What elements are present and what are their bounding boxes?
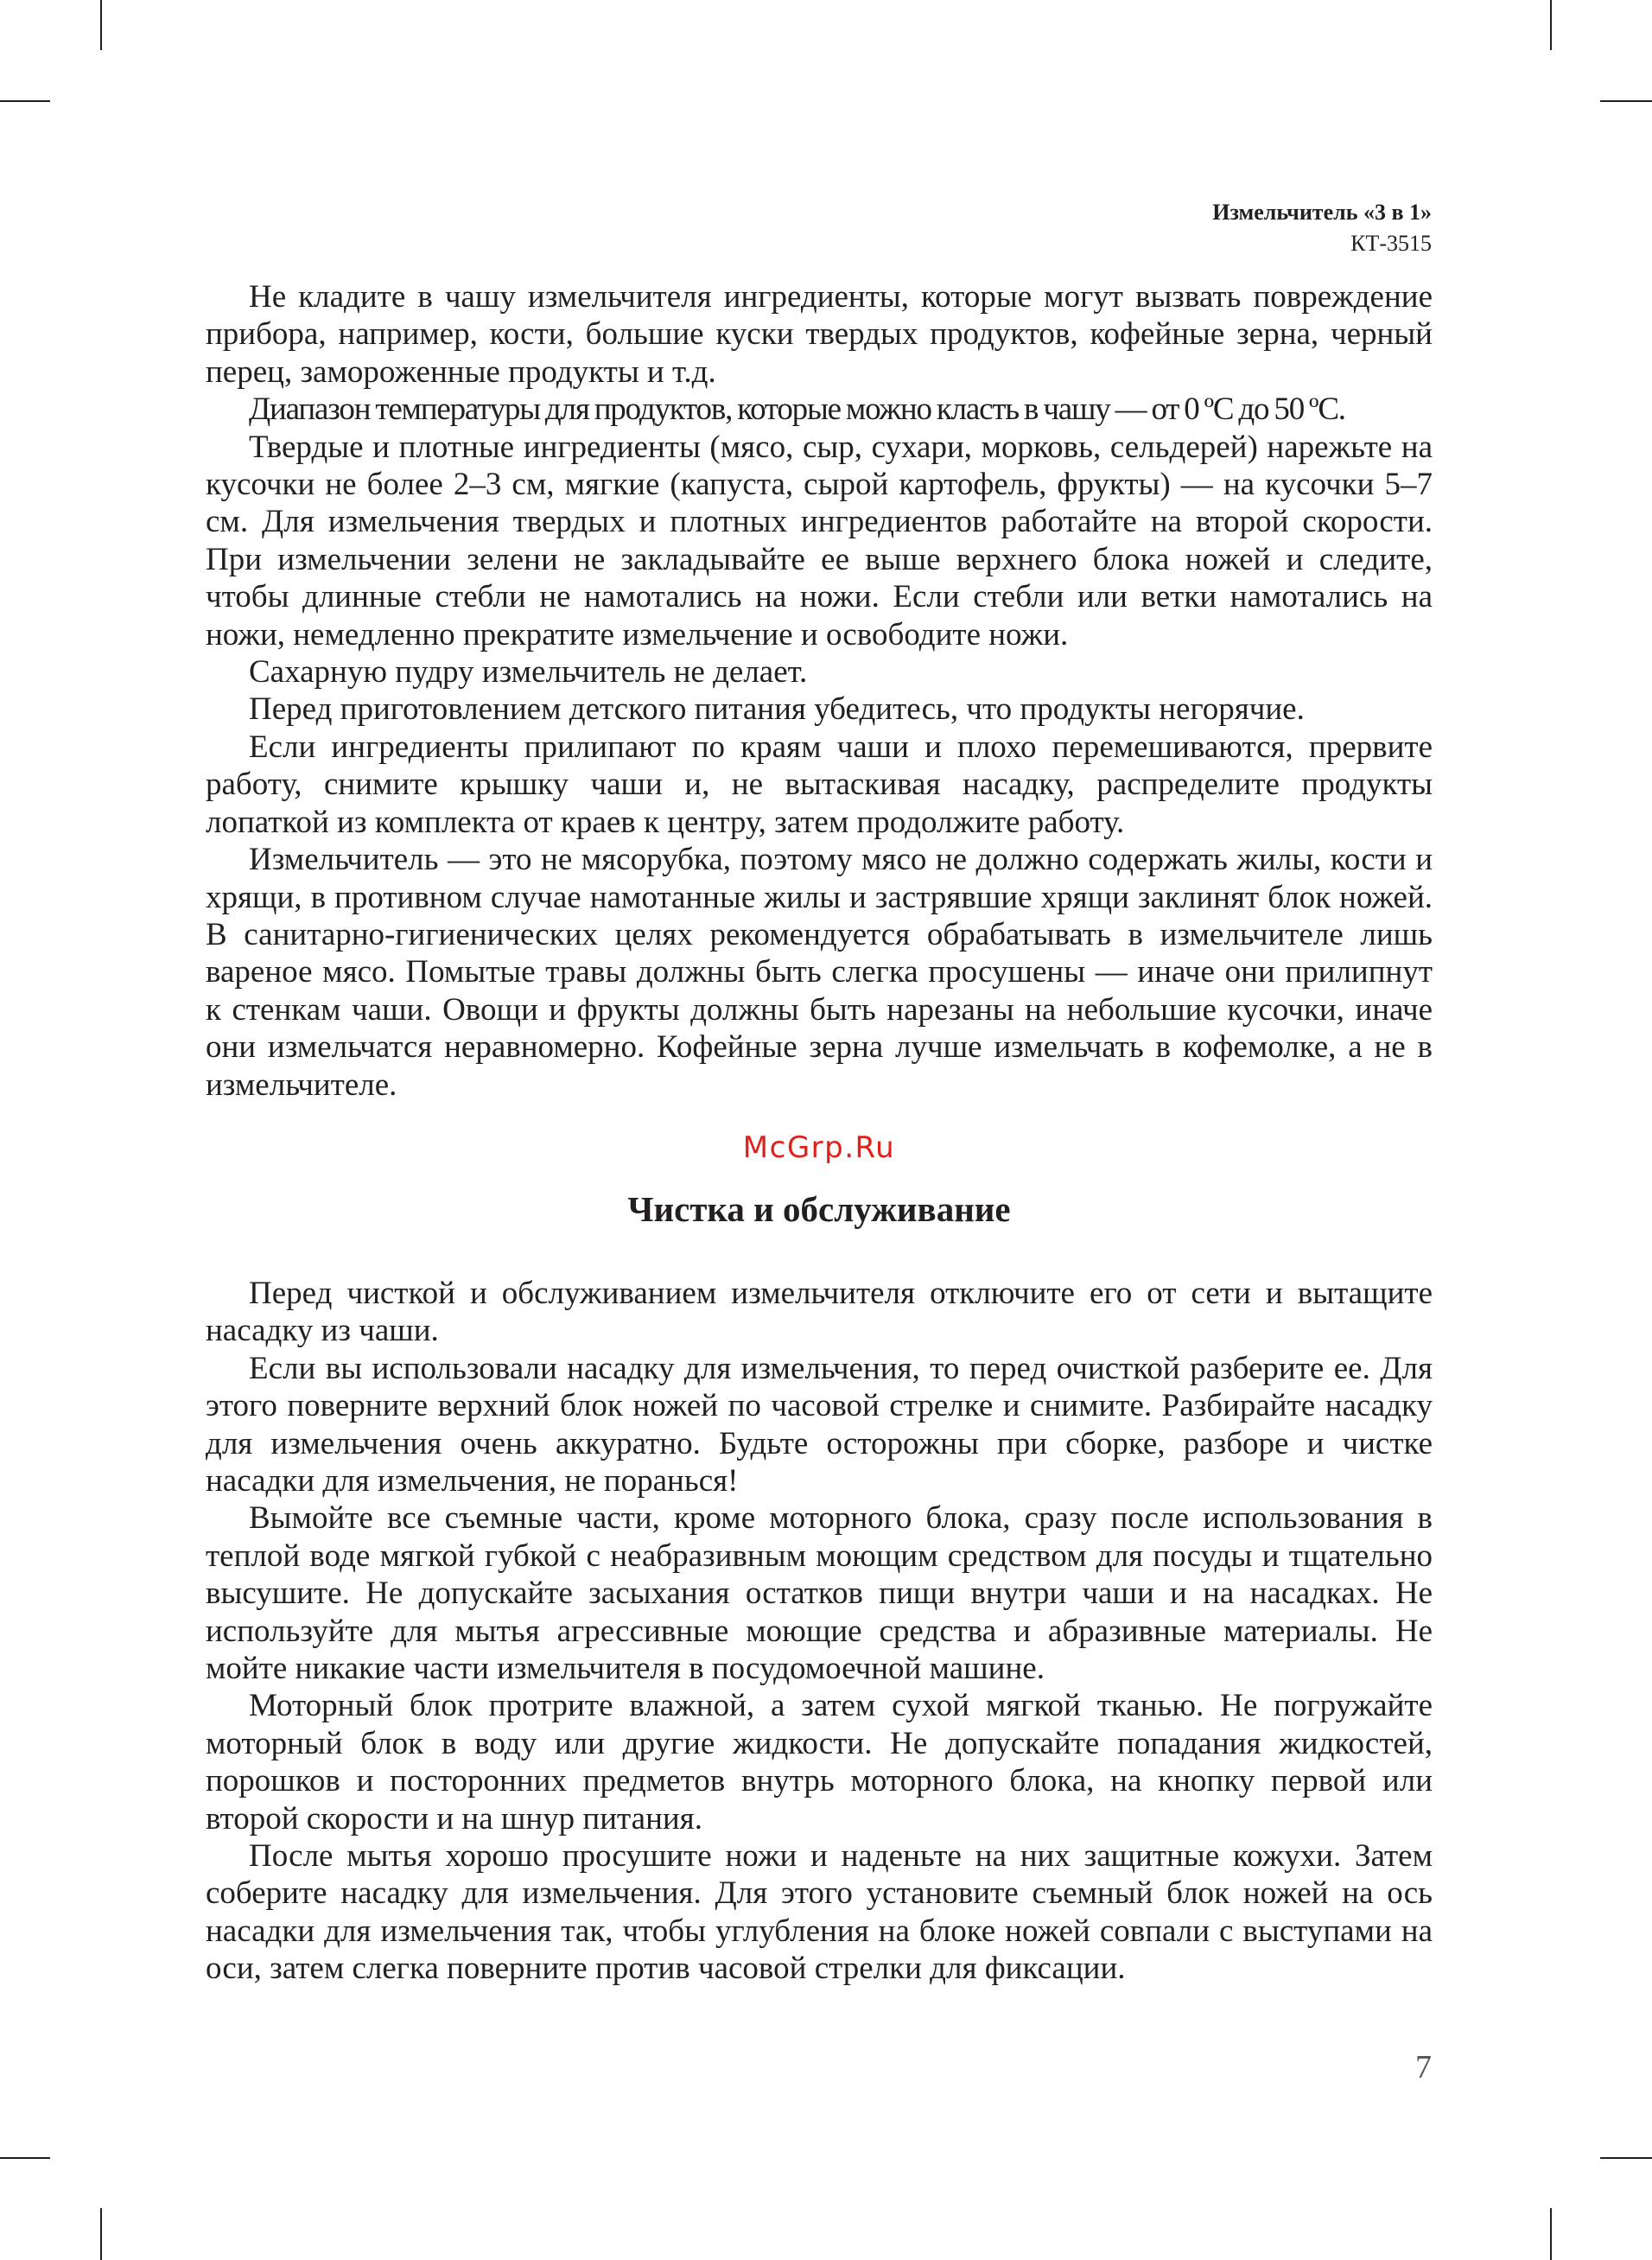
- crop-mark-right-bottom: [1600, 2157, 1652, 2159]
- crop-mark-top-left: [100, 0, 102, 50]
- crop-mark-bottom-right: [1550, 2208, 1552, 2260]
- crop-mark-top-right: [1550, 0, 1552, 50]
- header-title: Измельчитель «3 в 1»: [1212, 200, 1432, 225]
- section-title: Чистка и обслуживание: [627, 1188, 1011, 1229]
- paragraph: Если вы использовали насадку для измельчения, то перед очисткой разберите ее. Для этого поверните верхний блок ножей по часовой стрелке и снимите. Разбирайте насадку для измельчения очень аккуратно. Будьте осторожны при сборке, разборе и чистке насадки для измельчения, не поранься!: [206, 1350, 1433, 1499]
- crop-mark-left-top: [0, 100, 50, 102]
- watermark-link[interactable]: McGrp.Ru: [742, 1130, 896, 1165]
- crop-mark-right-top: [1600, 100, 1652, 102]
- paragraph: Не кладите в чашу измельчителя ингредиенты, которые могут вызвать повреждение прибора, например, кости, большие куски твердых продуктов, кофейные зерна, черный перец, замороженные продукты и т.д.: [206, 279, 1433, 390]
- crop-mark-left-bottom: [0, 2157, 50, 2159]
- paragraph: Диапазон температуры для продуктов, которые можно класть в чашу — от 0 ºС до 50 ºС.: [249, 392, 1345, 428]
- paragraph: Сахарную пудру измельчитель не делает.: [249, 654, 808, 691]
- running-header: [1212, 197, 1432, 259]
- page-body: [206, 278, 1433, 1988]
- page-number: 7: [1415, 2049, 1432, 2085]
- paragraph: Вымойте все съемные части, кроме моторного блока, сразу после использования в теплой воде мягкой губкой с неабразивным моющим средством для посуды и тщательно высушите. Не допускайте засыхания остатков пищи внутри чаши и на насадках. Не используйте для мытья агрессивные моющие средства и абразивные материалы. Не мойте никакие части измельчителя в посудомоечной машине.: [206, 1500, 1433, 1686]
- paragraph: Твердые и плотные ингредиенты (мясо, сыр, сухари, морковь, сельдерей) нарежьте на кусочки не более 2–3 см, мягкие (капуста, сырой картофель, фрукты) — на кусочки 5–7 см. Для измельчения твердых и плотных ингредиентов работайте на второй скорости. При измельчении зелени не закладывайте ее выше верхнего блока ножей и следите, чтобы длинные стебли не намотались на ножи. Если стебли или ветки намотались на ножи, немедленно прекратите измельчение и освободите ножи.: [206, 429, 1433, 653]
- paragraph: Если ингредиенты прилипают по краям чаши и плохо перемешиваются, прервите работу, снимите крышку чаши и, не вытаскивая насадку, распределите продукты лопаткой из комплекта от краев к центру, затем продолжите работу.: [206, 729, 1433, 840]
- header-model: КТ-3515: [1350, 231, 1432, 256]
- paragraph: После мытья хорошо просушите ножи и наденьте на них защитные кожухи. Затем соберите насадку для измельчения. Для этого установите съемный блок ножей на ось насадки для измельчения так, чтобы углубления на блоке ножей совпали с выступами на оси, затем слегка поверните против часовой стрелки для фиксации.: [206, 1838, 1433, 1987]
- paragraph: Перед чисткой и обслуживанием измельчителя отключите его от сети и вытащите насадку из чаши.: [206, 1275, 1433, 1349]
- crop-mark-bottom-left: [100, 2208, 102, 2260]
- paragraph: Моторный блок протрите влажной, а затем сухой мягкой тканью. Не погружайте моторный блок в воду или другие жидкости. Не допускайте попадания жидкостей, порошков и посторонних предметов внутрь моторного блока, на кнопку первой или второй скорости и на шнур питания.: [206, 1688, 1433, 1837]
- paragraph: Измельчитель — это не мясорубка, поэтому мясо не должно содержать жилы, кости и хрящи, в противном случае намотанные жилы и застрявшие хрящи заклинят блок ножей. В санитарно-гигиенических целях рекомендуется обрабатывать в измельчителе лишь вареное мясо. Помытые травы должны быть слегка просушены — иначе они прилипнут к стенкам чаши. Овощи и фрукты должны быть нарезаны на небольшие кусочки, иначе они измельчатся неравномерно. Кофейные зерна лучше измельчать в кофемолке, а не в измельчителе.: [206, 842, 1433, 1103]
- paragraph: Перед приготовлением детского питания убедитесь, что продукты негорячие.: [249, 691, 1305, 728]
